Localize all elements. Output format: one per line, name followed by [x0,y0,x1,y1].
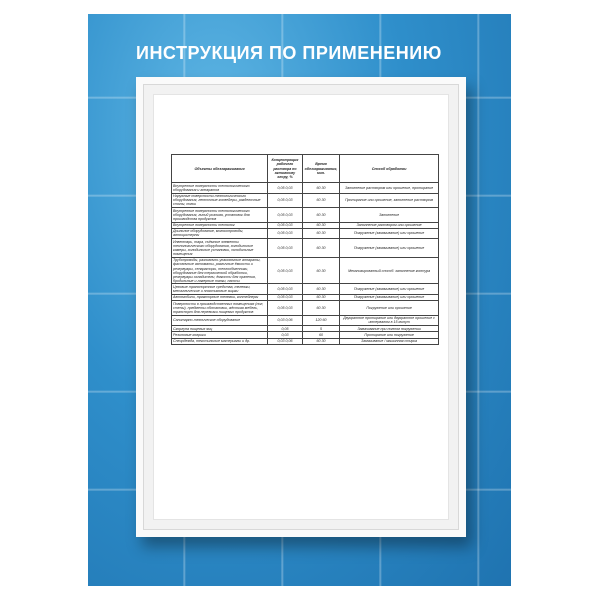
table-row [172,301,439,315]
cell-method: Заполнение [340,208,439,222]
cell-time: 5 [302,325,339,331]
cell-method: Погружение (замачивание) или орошение [340,284,439,294]
table-row [172,257,439,284]
cell-time: 60 30 [302,294,339,300]
cell-method: Погружение (замачивание) или орошение [340,294,439,300]
table-row [172,315,439,325]
table-row [172,208,439,222]
cell-object: Поверхности в производственных помещениях (пол, стены), предметы обстановки, жёсткая мебель, транспорт для перевозки пищевых продуктов [172,301,268,315]
cell-method: Протирание или погружение [340,332,439,338]
cell-concentration: 0,05 0,03 [268,294,303,300]
cell-time: 120 60 [302,315,339,325]
cell-concentration: 0,03 0,06 [268,338,303,344]
cell-time: 60 30 [302,338,339,344]
header-method: Способ обработки [340,155,439,183]
cell-concentration: 0,05 0,03 [268,208,303,222]
cell-time: 60 [302,332,339,338]
cell-time: 60 30 [302,208,339,222]
header-time: Время обеззараживания, мин. [302,155,339,183]
cell-object: Цеховые транспортные средства, тележки, металлические и пластиковые ящики [172,284,268,294]
cell-method: Протирание или орошение, заполнение раствором [340,193,439,207]
cell-time: 60 30 [302,193,339,207]
cell-object: Скорлупа пищевых яиц [172,325,268,331]
cell-object: Инвентарь, тара, съёмные элементы технологического оборудования, холодильные камеры, холодильные установки, холодильные помещения [172,239,268,258]
cell-method: Заполнение раствором или орошение, протирание [340,183,439,193]
instruction-table [171,154,439,345]
cell-object: Автомобили, тракторные тележки, контейнеры [172,294,268,300]
instruction-sheet [153,94,449,520]
cell-time: 60 30 [302,222,339,228]
cell-time: 60 30 [302,301,339,315]
cell-time: 60 30 [302,228,339,238]
table-row [172,183,439,193]
table-row [172,193,439,207]
cell-object: Доильное оборудование, молокопроводы, автоцистерны [172,228,268,238]
cell-concentration: 0,05 [268,325,303,331]
cell-method: Погружение (замачивание) или орошение [340,228,439,238]
cell-time: 60 30 [302,239,339,258]
table-row [172,228,439,238]
cell-method: Двукратное протирание или двукратное орошение с интервалом в 15 минут [340,315,439,325]
cell-concentration: 0,05 0,03 [268,222,303,228]
poster-title: ИНСТРУКЦИЯ ПО ПРИМЕНЕНИЮ [136,43,442,63]
cell-object: Внутренние поверхности технолог [172,222,268,228]
cell-concentration: 0,05 0,03 [268,257,303,284]
cell-object: Спецодежда, текстильные материалы и др. [172,338,268,344]
cell-concentration: 0,05 0,03 [268,228,303,238]
table-row [172,338,439,344]
cell-method: Погружение (замачивание) или орошение [340,239,439,258]
cell-concentration: 0,03 [268,332,303,338]
cell-time: 60 30 [302,183,339,193]
header-object: Объекты обеззараживания [172,155,268,183]
table-row [172,239,439,258]
table-row [172,284,439,294]
table-body [172,183,439,345]
cell-concentration: 0,05 0,03 [268,239,303,258]
table-header-row [172,155,439,183]
cell-concentration: 0,05 0,03 [268,193,303,207]
header-concentration: Концентрация рабочего раствора по активному хлору, % [268,155,303,183]
cell-concentration: 0,05 0,03 [268,301,303,315]
cell-object: Трубопроводы, разливочно-упаковочные аппараты, фасовочные автоматы, различные ёмкости и резервуары, сепараторы, теплообменники, оборудование для термической обработки, резервуары охладители, ёмкости для хранения, бродильные и лагерные танки, насосы [172,257,268,284]
cell-object: Наружные поверхности технологического оборудования, ленточные конвейеры, разделочные столы, полки [172,193,268,207]
poster [88,14,511,586]
cell-object: Резиновые коврики [172,332,268,338]
cell-concentration: 0,05 0,03 [268,183,303,193]
cell-time: 60 30 [302,284,339,294]
cell-object: Санитарно-техническое оборудование [172,315,268,325]
cell-object: Внутренние поверхности технологического оборудования и аппаратов [172,183,268,193]
cell-method: Замачивание / машинная стирка [340,338,439,344]
cell-method: Заполнение раствором или орошение [340,222,439,228]
cell-concentration: 0,03 0,06 [268,315,303,325]
cell-method: Погружение или орошение [340,301,439,315]
cell-method: Механизированный способ: заполнение контура [340,257,439,284]
cell-method: Замачивание при полном погружении [340,325,439,331]
cell-concentration: 0,05 0,03 [268,284,303,294]
picture-frame [136,77,466,537]
cell-object: Внутренние поверхности технологического оборудования, линий розлива, установок для производства продуктов [172,208,268,222]
cell-time: 60 30 [302,257,339,284]
